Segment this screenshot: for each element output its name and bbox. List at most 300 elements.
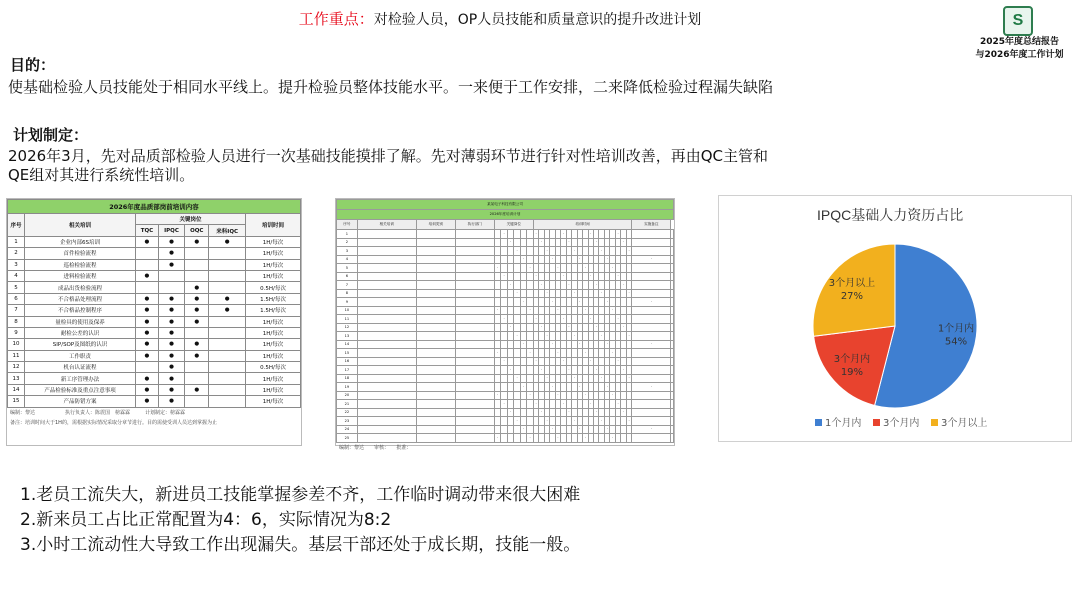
row-time: 1H/每次: [246, 327, 301, 338]
schedule-cell: [416, 264, 455, 273]
training-table-image: [6, 198, 302, 446]
row-number: 1: [8, 236, 25, 247]
schedule-row: [337, 264, 674, 273]
role-mark: ●: [136, 236, 159, 247]
row-time: 0.5H/每次: [246, 362, 301, 373]
schedule-cell: ·: [599, 417, 604, 426]
role-mark: ●: [136, 293, 159, 304]
schedule-cell: ·: [544, 247, 549, 256]
table-row: [8, 396, 301, 407]
role-mark: [209, 350, 246, 361]
schedule-cell: [671, 349, 674, 358]
role-mark: ●: [136, 305, 159, 316]
schedule-header: 执行部门: [455, 220, 494, 230]
schedule-cell: [455, 391, 494, 400]
schedule-header: 实施备注: [632, 220, 671, 230]
schedule-cell: ·: [572, 417, 577, 426]
legend-swatch: [931, 419, 938, 426]
schedule-cell: ·: [599, 332, 604, 341]
schedule-cell: [416, 340, 455, 349]
schedule-cell: ·: [604, 298, 609, 307]
schedule-row: [337, 238, 674, 247]
schedule-cell: ·: [566, 366, 571, 375]
schedule-cell: ·: [550, 340, 555, 349]
legend-label: 1个月内: [825, 418, 862, 429]
col-role: IPQC: [158, 225, 184, 236]
schedule-row: [337, 417, 674, 426]
schedule-cell: [671, 400, 674, 409]
schedule-table: [336, 199, 674, 443]
schedule-cell: ·: [632, 425, 671, 434]
schedule-cell: ·: [632, 340, 671, 349]
schedule-cell: ·: [615, 315, 620, 324]
schedule-row-number: 14: [337, 340, 358, 349]
schedule-cell: ·: [533, 357, 538, 366]
row-number: 13: [8, 373, 25, 384]
legend-swatch: [873, 419, 880, 426]
row-number: 15: [8, 396, 25, 407]
schedule-cell: [671, 374, 674, 383]
title-keyword: 工作重点：: [298, 10, 374, 28]
schedule-cell: ·: [544, 417, 549, 426]
schedule-row: [337, 374, 674, 383]
chart-title: IPQC基础人力资历占比: [817, 207, 964, 223]
schedule-cell: [671, 255, 674, 264]
schedule-cell: [632, 391, 671, 400]
schedule-cell: ·: [561, 357, 566, 366]
schedule-row: [337, 400, 674, 409]
schedule-cell: ·: [561, 272, 566, 281]
schedule-row-number: 24: [337, 425, 358, 434]
schedule-cell: ·: [577, 383, 582, 392]
title-text: 对检验人员，OP人员技能和质量意识的提升改进计划: [373, 12, 702, 28]
schedule-cell: ·: [561, 230, 566, 239]
schedule-cell: [632, 323, 671, 332]
schedule-cell: [671, 247, 674, 256]
schedule-cell: [416, 357, 455, 366]
slice-value-label: 54%: [944, 336, 968, 348]
pie-svg: [719, 196, 1071, 441]
schedule-cell: [455, 425, 494, 434]
schedule-cell: ·: [588, 357, 593, 366]
schedule-cell: ·: [555, 349, 560, 358]
row-time: 1H/每次: [246, 396, 301, 407]
schedule-cell: ·: [527, 434, 534, 443]
ipqc-pie-chart: [718, 195, 1072, 442]
role-mark: [136, 362, 159, 373]
row-topic: 新工序管理办法: [25, 373, 136, 384]
table-row: [8, 236, 301, 247]
schedule-cell: ·: [514, 289, 521, 298]
schedule-cell: ·: [527, 349, 534, 358]
schedule-cell: ·: [555, 264, 560, 273]
issue-1: 1.老员工流失大，新进员工技能掌握参差不齐，工作临时调动带来很大困难: [20, 485, 581, 505]
schedule-cell: [416, 230, 455, 239]
role-mark: [185, 270, 209, 281]
row-time: 1H/每次: [246, 339, 301, 350]
schedule-cell: ·: [533, 400, 538, 409]
schedule-cell: ·: [533, 230, 538, 239]
schedule-row-number: 20: [337, 391, 358, 400]
schedule-cell: ·: [539, 408, 544, 417]
role-mark: [209, 362, 246, 373]
page-title: [0, 9, 1000, 30]
role-mark: [209, 339, 246, 350]
schedule-row-number: 9: [337, 298, 358, 307]
schedule-cell: ·: [561, 400, 566, 409]
role-mark: ●: [185, 316, 209, 327]
role-mark: [136, 282, 159, 293]
role-mark: ●: [158, 236, 184, 247]
schedule-cell: [632, 349, 671, 358]
row-number: 8: [8, 316, 25, 327]
schedule-cell: ·: [494, 264, 501, 273]
row-time: 1H/每次: [246, 270, 301, 281]
purpose-text: 使基础检验人员技能处于相同水平线上。提升检验员整体技能水平。一来便于工作安排，二来降低检验过程漏失缺陷: [8, 78, 774, 96]
role-mark: [209, 327, 246, 338]
schedule-cell: [357, 272, 416, 281]
role-mark: ●: [136, 396, 159, 407]
table-row: [8, 327, 301, 338]
schedule-cell: [357, 434, 416, 443]
row-number: 7: [8, 305, 25, 316]
schedule-cell: [357, 374, 416, 383]
schedule-cell: [416, 374, 455, 383]
schedule-cell: [455, 408, 494, 417]
schedule-cell: [671, 383, 674, 392]
schedule-cell: [357, 340, 416, 349]
schedule-row-number: 4: [337, 255, 358, 264]
schedule-cell: ·: [583, 306, 588, 315]
schedule-cell: ·: [572, 289, 577, 298]
schedule-cell: ·: [610, 391, 615, 400]
schedule-cell: [357, 289, 416, 298]
schedule-cell: [671, 315, 674, 324]
col-role: TQC: [136, 225, 159, 236]
schedule-cell: ·: [566, 238, 571, 247]
table-row: [8, 362, 301, 373]
table-row: [8, 350, 301, 361]
table-row: [8, 339, 301, 350]
table-row: [8, 248, 301, 259]
schedule-cell: ·: [577, 425, 582, 434]
schedule-row: [337, 306, 674, 315]
training-table: [7, 199, 301, 408]
schedule-cell: [357, 400, 416, 409]
row-time: 0.5H/每次: [246, 282, 301, 293]
schedule-cell: [632, 332, 671, 341]
role-mark: ●: [185, 350, 209, 361]
schedule-row: [337, 230, 674, 239]
schedule-cell: ·: [626, 374, 631, 383]
role-mark: [209, 396, 246, 407]
schedule-cell: [671, 298, 674, 307]
schedule-cell: ·: [507, 238, 514, 247]
schedule-cell: ·: [561, 315, 566, 324]
training-footer-2: 备注：培训时间大于1H的，需根据实际情况采取分章节进行。目的需使受训人员达到掌握为止: [10, 419, 217, 426]
schedule-cell: ·: [514, 374, 521, 383]
schedule-row: [337, 315, 674, 324]
schedule-cell: [632, 357, 671, 366]
schedule-cell: ·: [550, 425, 555, 434]
row-topic: 工作职责: [25, 350, 136, 361]
schedule-footer: 编制：黎达 审核： 批准：: [339, 444, 412, 451]
role-mark: ●: [158, 259, 184, 270]
schedule-cell: [671, 357, 674, 366]
row-number: 3: [8, 259, 25, 270]
role-mark: [185, 373, 209, 384]
schedule-cell: [455, 264, 494, 273]
schedule-cell: ·: [610, 434, 615, 443]
schedule-cell: ·: [572, 374, 577, 383]
schedule-cell: [671, 417, 674, 426]
col-role: OQC: [185, 225, 209, 236]
role-mark: [209, 270, 246, 281]
schedule-cell: ·: [501, 230, 508, 239]
schedule-cell: ·: [615, 230, 620, 239]
slice-label: 1个月内: [937, 323, 975, 335]
spreadsheet-logo-icon: S: [1003, 6, 1033, 36]
schedule-cell: [416, 272, 455, 281]
legend-label: 3个月以上: [941, 418, 988, 429]
row-time: 1H/每次: [246, 316, 301, 327]
schedule-cell: [357, 315, 416, 324]
schedule-cell: [671, 289, 674, 298]
schedule-row: [337, 349, 674, 358]
slice-value-label: 19%: [840, 366, 864, 378]
schedule-cell: [671, 230, 674, 239]
schedule-cell: ·: [594, 323, 599, 332]
schedule-row: [337, 340, 674, 349]
row-time: 1H/每次: [246, 384, 301, 395]
role-mark: [209, 259, 246, 270]
schedule-cell: ·: [604, 255, 609, 264]
schedule-header: 关键岗位: [494, 220, 533, 230]
schedule-cell: ·: [507, 366, 514, 375]
schedule-header: 相关培训: [357, 220, 416, 230]
row-time: 1.5H/每次: [246, 305, 301, 316]
schedule-cell: [455, 357, 494, 366]
schedule-cell: [671, 238, 674, 247]
schedule-cell: [455, 289, 494, 298]
schedule-cell: [455, 434, 494, 443]
schedule-cell: [455, 306, 494, 315]
schedule-cell: [416, 298, 455, 307]
schedule-cell: ·: [599, 247, 604, 256]
schedule-cell: [357, 247, 416, 256]
schedule-cell: [632, 408, 671, 417]
schedule-row-number: 21: [337, 400, 358, 409]
schedule-cell: ·: [615, 357, 620, 366]
schedule-row: [337, 366, 674, 375]
schedule-cell: ·: [621, 366, 626, 375]
schedule-cell: ·: [610, 306, 615, 315]
schedule-cell: ·: [588, 230, 593, 239]
row-topic: 机台认证流程: [25, 362, 136, 373]
row-time: 1H/每次: [246, 248, 301, 259]
schedule-cell: ·: [494, 434, 501, 443]
schedule-cell: ·: [566, 408, 571, 417]
schedule-cell: [455, 340, 494, 349]
schedule-cell: ·: [494, 391, 501, 400]
role-mark: ●: [158, 350, 184, 361]
schedule-cell: [357, 357, 416, 366]
schedule-cell: [416, 408, 455, 417]
schedule-row: [337, 357, 674, 366]
row-topic: 进料检验流程: [25, 270, 136, 281]
role-mark: ●: [136, 373, 159, 384]
schedule-cell: [357, 281, 416, 290]
role-mark: ●: [136, 316, 159, 327]
schedule-cell: [416, 315, 455, 324]
role-mark: [209, 248, 246, 259]
schedule-row: [337, 323, 674, 332]
schedule-cell: ·: [501, 357, 508, 366]
logo-caption-2: 与2026年度工作计划: [975, 50, 1064, 60]
schedule-cell: ·: [594, 366, 599, 375]
schedule-row-number: 5: [337, 264, 358, 273]
schedule-cell: ·: [610, 349, 615, 358]
role-mark: ●: [185, 384, 209, 395]
row-number: 14: [8, 384, 25, 395]
schedule-row: [337, 281, 674, 290]
schedule-cell: ·: [555, 306, 560, 315]
schedule-cell: ·: [507, 408, 514, 417]
schedule-cell: [357, 298, 416, 307]
schedule-cell: [357, 425, 416, 434]
schedule-cell: ·: [514, 247, 521, 256]
schedule-cell: [671, 272, 674, 281]
schedule-cell: ·: [621, 238, 626, 247]
schedule-cell: [455, 247, 494, 256]
row-number: 12: [8, 362, 25, 373]
schedule-cell: ·: [588, 272, 593, 281]
role-mark: ●: [185, 236, 209, 247]
row-number: 5: [8, 282, 25, 293]
row-topic: 不合格品控制程序: [25, 305, 136, 316]
schedule-cell: [416, 247, 455, 256]
legend-label: 3个月内: [883, 418, 920, 429]
plan-label: 计划制定：: [13, 126, 89, 144]
schedule-row-number: 17: [337, 366, 358, 375]
role-mark: [136, 248, 159, 259]
schedule-cell: [671, 340, 674, 349]
schedule-cell: [632, 230, 671, 239]
schedule-row-number: 15: [337, 349, 358, 358]
role-mark: [185, 327, 209, 338]
schedule-cell: [416, 434, 455, 443]
row-topic: 产品检验标准及重点注意事项: [25, 384, 136, 395]
schedule-cell: ·: [494, 349, 501, 358]
schedule-row-number: 11: [337, 315, 358, 324]
schedule-cell: [671, 408, 674, 417]
schedule-cell: [455, 349, 494, 358]
row-number: 11: [8, 350, 25, 361]
schedule-cell: [632, 315, 671, 324]
schedule-cell: ·: [615, 272, 620, 281]
row-number: 2: [8, 248, 25, 259]
schedule-row: [337, 255, 674, 264]
schedule-cell: [416, 289, 455, 298]
role-mark: ●: [158, 316, 184, 327]
schedule-cell: ·: [604, 425, 609, 434]
schedule-cell: ·: [533, 315, 538, 324]
schedule-cell: [357, 366, 416, 375]
schedule-header: 序号: [337, 220, 358, 230]
role-mark: [185, 396, 209, 407]
schedule-cell: [357, 323, 416, 332]
row-topic: 首件检验流程: [25, 248, 136, 259]
schedule-cell: [416, 281, 455, 290]
schedule-cell: ·: [550, 298, 555, 307]
schedule-row-number: 7: [337, 281, 358, 290]
schedule-row: [337, 298, 674, 307]
schedule-cell: [455, 315, 494, 324]
schedule-cell: [455, 298, 494, 307]
role-mark: [185, 362, 209, 373]
role-mark: ●: [209, 236, 246, 247]
schedule-cell: [632, 417, 671, 426]
schedule-cell: ·: [555, 434, 560, 443]
schedule-company: 某某电子科技有限公司: [337, 200, 674, 210]
schedule-cell: ·: [599, 289, 604, 298]
schedule-cell: [416, 238, 455, 247]
schedule-cell: [357, 391, 416, 400]
row-number: 10: [8, 339, 25, 350]
schedule-cell: [632, 264, 671, 273]
schedule-cell: ·: [583, 434, 588, 443]
role-mark: [185, 259, 209, 270]
schedule-row-number: 25: [337, 434, 358, 443]
schedule-row: [337, 272, 674, 281]
schedule-cell: ·: [632, 383, 671, 392]
role-mark: ●: [158, 373, 184, 384]
schedule-row: [337, 425, 674, 434]
role-mark: ●: [185, 282, 209, 293]
row-topic: SIP/SOP及图纸的认识: [25, 339, 136, 350]
schedule-cell: [455, 417, 494, 426]
schedule-cell: [357, 383, 416, 392]
schedule-cell: [455, 383, 494, 392]
schedule-row: [337, 289, 674, 298]
schedule-cell: [455, 230, 494, 239]
role-mark: ●: [209, 293, 246, 304]
row-topic: 巡检检验流程: [25, 259, 136, 270]
role-mark: [158, 282, 184, 293]
schedule-cell: ·: [514, 417, 521, 426]
schedule-cell: [632, 281, 671, 290]
issue-2: 2.新来员工占比正常配置为4：6，实际情况为8:2: [20, 510, 392, 530]
table-row: [8, 373, 301, 384]
role-mark: ●: [136, 339, 159, 350]
schedule-cell: [455, 366, 494, 375]
purpose-label: 目的：: [10, 56, 56, 74]
schedule-cell: ·: [527, 306, 534, 315]
role-mark: [209, 316, 246, 327]
schedule-cell: [455, 272, 494, 281]
row-topic: 产品防错方案: [25, 396, 136, 407]
schedule-cell: [632, 247, 671, 256]
role-mark: ●: [158, 248, 184, 259]
schedule-row-number: 19: [337, 383, 358, 392]
schedule-cell: [416, 349, 455, 358]
role-mark: ●: [185, 305, 209, 316]
schedule-row-number: 2: [337, 238, 358, 247]
role-mark: ●: [158, 362, 184, 373]
role-mark: [185, 248, 209, 259]
schedule-cell: [632, 374, 671, 383]
schedule-cell: [632, 306, 671, 315]
